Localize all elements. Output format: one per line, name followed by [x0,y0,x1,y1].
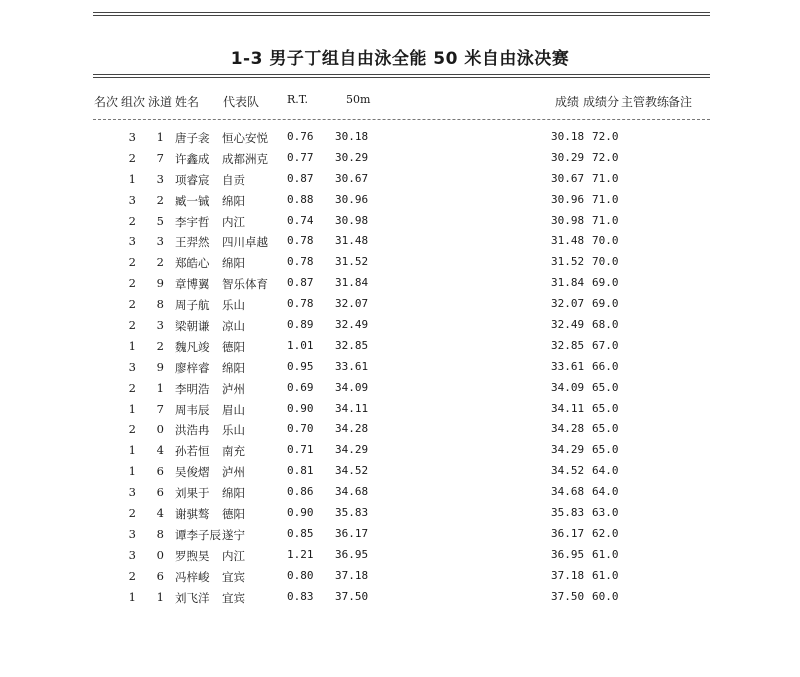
row-team: 绵阳 [222,486,245,501]
row-name: 项睿宸 [175,172,210,187]
row-points: 65.0 [592,443,619,457]
row-group: 2 [128,297,136,312]
row-points: 61.0 [592,568,619,582]
row-team: 绵阳 [222,193,245,208]
row-result: 33.61 [551,359,585,373]
row-group: 3 [128,526,136,541]
row-lane: 3 [156,171,164,186]
row-points: 61.0 [592,547,619,561]
row-result: 30.96 [551,192,585,206]
row-result: 34.11 [551,401,585,415]
row-50m: 37.50 [335,589,369,603]
row-result: 30.18 [551,130,585,143]
row-group: 3 [128,192,136,207]
row-points: 65.0 [592,401,619,415]
row-name: 洪浩冉 [175,423,210,438]
row-result: 34.28 [551,422,585,436]
row-50m: 36.95 [335,547,369,561]
row-points: 71.0 [592,192,619,206]
row-lane: 7 [156,150,164,165]
row-result: 34.29 [551,443,585,457]
row-50m: 34.11 [335,401,369,415]
row-result: 34.09 [551,380,585,394]
header-coach: 主管教练 [621,95,670,109]
row-group: 2 [128,380,136,395]
table-row [0,548,800,569]
row-50m: 33.61 [335,359,369,373]
header-note: 备注 [668,95,693,109]
row-group: 2 [128,318,136,333]
row-50m: 30.98 [335,213,369,227]
row-points: 64.0 [592,464,619,478]
row-lane: 6 [156,485,164,500]
row-name: 刘飞洋 [175,590,210,605]
row-team: 成都洲克 [222,151,268,166]
table-row [0,318,800,339]
table-row [0,297,800,318]
row-rt: 0.78 [287,234,314,248]
row-lane: 1 [156,130,164,144]
row-team: 智乐体育 [222,277,268,292]
table-row [0,360,800,381]
row-team: 乐山 [222,298,245,313]
results-table [0,130,800,610]
header-dashed-rule [93,119,710,120]
top-double-rule [93,12,710,16]
row-rt: 0.87 [287,276,314,290]
row-result: 30.67 [551,171,585,185]
row-50m: 30.29 [335,150,369,164]
row-rt: 0.81 [287,464,314,478]
table-row [0,151,800,172]
row-points: 72.0 [592,130,619,143]
row-team: 德阳 [222,339,245,354]
row-points: 69.0 [592,276,619,290]
header-double-rule [93,74,710,78]
row-name: 孙若恒 [175,444,210,459]
row-result: 30.29 [551,150,585,164]
row-points: 70.0 [592,255,619,269]
row-result: 36.17 [551,526,585,540]
row-group: 1 [128,443,136,458]
table-row [0,172,800,193]
row-name: 梁朝谦 [175,319,210,334]
row-lane: 2 [156,192,164,207]
row-50m: 30.67 [335,171,369,185]
row-team: 绵阳 [222,360,245,375]
row-result: 32.07 [551,297,585,311]
row-team: 眉山 [222,402,245,417]
row-50m: 31.52 [335,255,369,269]
row-result: 32.85 [551,338,585,352]
row-team: 宜宾 [222,590,245,605]
table-row [0,506,800,527]
table-row [0,381,800,402]
row-rt: 0.74 [287,213,314,227]
row-group: 2 [128,568,136,583]
row-lane: 4 [156,506,164,521]
row-group: 2 [128,150,136,165]
row-team: 四川卓越 [222,235,268,250]
row-team: 泸州 [222,465,245,480]
row-points: 60.0 [592,589,619,603]
row-rt: 0.85 [287,526,314,540]
row-50m: 34.68 [335,485,369,499]
row-lane: 3 [156,318,164,333]
row-team: 恒心安悦 [222,131,268,145]
row-rt: 0.76 [287,130,314,143]
row-name: 李明浩 [175,381,210,396]
row-points: 72.0 [592,150,619,164]
row-50m: 30.96 [335,192,369,206]
row-lane: 1 [156,589,164,604]
row-rt: 0.69 [287,380,314,394]
row-rt: 0.87 [287,171,314,185]
row-lane: 0 [156,547,164,562]
row-rt: 0.78 [287,255,314,269]
row-50m: 34.28 [335,422,369,436]
row-group: 2 [128,255,136,270]
row-50m: 34.29 [335,443,369,457]
header-name: 姓名 [175,95,200,109]
row-points: 67.0 [592,338,619,352]
row-lane: 2 [156,338,164,353]
row-lane: 8 [156,297,164,312]
row-points: 65.0 [592,422,619,436]
row-rt: 1.01 [287,338,314,352]
row-group: 1 [128,589,136,604]
header-points: 成绩分 [583,95,620,109]
row-50m: 31.84 [335,276,369,290]
row-rt: 0.90 [287,401,314,415]
row-50m: 32.07 [335,297,369,311]
table-row [0,464,800,485]
row-lane: 6 [156,568,164,583]
row-team: 泸州 [222,381,245,396]
row-rt: 0.89 [287,318,314,332]
table-row [0,590,800,611]
row-50m: 32.49 [335,318,369,332]
row-lane: 0 [156,422,164,437]
row-points: 64.0 [592,485,619,499]
row-group: 1 [128,464,136,479]
row-group: 2 [128,276,136,291]
row-name: 刘果于 [175,486,210,501]
table-row [0,527,800,548]
row-team: 德阳 [222,507,245,522]
row-rt: 0.71 [287,443,314,457]
row-team: 乐山 [222,423,245,438]
row-name: 王羿然 [175,235,210,250]
table-row [0,569,800,590]
row-lane: 6 [156,464,164,479]
table-row [0,422,800,443]
row-50m: 34.09 [335,380,369,394]
header-lane: 泳道 [148,95,173,109]
row-result: 31.84 [551,276,585,290]
row-points: 70.0 [592,234,619,248]
row-lane: 3 [156,234,164,249]
row-lane: 8 [156,526,164,541]
table-row [0,130,800,151]
row-result: 31.48 [551,234,585,248]
row-50m: 37.18 [335,568,369,582]
row-50m: 35.83 [335,506,369,520]
row-lane: 5 [156,213,164,228]
row-name: 冯梓峻 [175,569,210,584]
header-team: 代表队 [223,95,260,109]
row-team: 凉山 [222,319,245,334]
row-points: 71.0 [592,171,619,185]
row-group: 3 [128,234,136,249]
row-rt: 0.83 [287,589,314,603]
row-rt: 0.70 [287,422,314,436]
row-group: 3 [128,130,136,144]
row-rt: 0.77 [287,150,314,164]
row-team: 内江 [222,548,245,563]
row-team: 南充 [222,444,245,459]
row-name: 周子航 [175,298,210,313]
row-name: 唐子衾 [175,131,210,145]
row-result: 32.49 [551,318,585,332]
row-rt: 0.90 [287,506,314,520]
table-row [0,255,800,276]
row-lane: 9 [156,359,164,374]
row-rt: 0.88 [287,192,314,206]
row-result: 37.18 [551,568,585,582]
table-row [0,339,800,360]
row-points: 63.0 [592,506,619,520]
row-points: 71.0 [592,213,619,227]
table-row [0,234,800,255]
row-points: 69.0 [592,297,619,311]
row-group: 1 [128,401,136,416]
row-team: 宜宾 [222,569,245,584]
table-row [0,443,800,464]
header-rt: R.T. [287,93,308,106]
row-name: 谭李子辰 [175,527,221,542]
header-50m: 50m [346,93,371,106]
row-50m: 32.85 [335,338,369,352]
page-title: 1-3 男子丁组自由泳全能 50 米自由泳决赛 [230,49,570,69]
row-result: 34.68 [551,485,585,499]
row-points: 62.0 [592,526,619,540]
row-result: 35.83 [551,506,585,520]
row-50m: 31.48 [335,234,369,248]
row-team: 绵阳 [222,256,245,271]
table-row [0,193,800,214]
row-group: 1 [128,338,136,353]
row-points: 68.0 [592,318,619,332]
row-lane: 9 [156,276,164,291]
row-group: 1 [128,171,136,186]
row-rt: 0.86 [287,485,314,499]
row-lane: 7 [156,401,164,416]
row-name: 廖梓睿 [175,360,210,375]
table-row [0,214,800,235]
header-rank: 名次 [94,95,119,109]
row-rt: 0.78 [287,297,314,311]
row-result: 31.52 [551,255,585,269]
row-name: 郑皓心 [175,256,210,271]
table-row [0,485,800,506]
row-name: 李宇哲 [175,214,210,229]
row-points: 66.0 [592,359,619,373]
row-50m: 30.18 [335,130,369,143]
row-result: 34.52 [551,464,585,478]
row-group: 2 [128,422,136,437]
row-lane: 1 [156,380,164,395]
row-name: 臧一铖 [175,193,210,208]
row-points: 65.0 [592,380,619,394]
row-group: 3 [128,485,136,500]
row-result: 30.98 [551,213,585,227]
header-result: 成绩 [555,95,580,109]
row-name: 魏凡竣 [175,339,210,354]
row-name: 许鑫成 [175,151,210,166]
row-lane: 4 [156,443,164,458]
header-group: 组次 [121,95,146,109]
row-name: 吴俊熠 [175,465,210,480]
row-group: 3 [128,547,136,562]
row-rt: 1.21 [287,547,314,561]
row-rt: 0.80 [287,568,314,582]
row-50m: 34.52 [335,464,369,478]
table-row [0,276,800,297]
row-50m: 36.17 [335,526,369,540]
row-lane: 2 [156,255,164,270]
row-team: 遂宁 [222,527,245,542]
row-team: 内江 [222,214,245,229]
row-group: 2 [128,213,136,228]
row-name: 周韦辰 [175,402,210,417]
row-group: 3 [128,359,136,374]
row-name: 谢骐骜 [175,507,210,522]
row-rt: 0.95 [287,359,314,373]
table-row [0,402,800,423]
row-name: 章博翼 [175,277,210,292]
row-result: 36.95 [551,547,585,561]
row-team: 自贡 [222,172,245,187]
row-result: 37.50 [551,589,585,603]
row-name: 罗煦昊 [175,548,210,563]
row-group: 2 [128,506,136,521]
